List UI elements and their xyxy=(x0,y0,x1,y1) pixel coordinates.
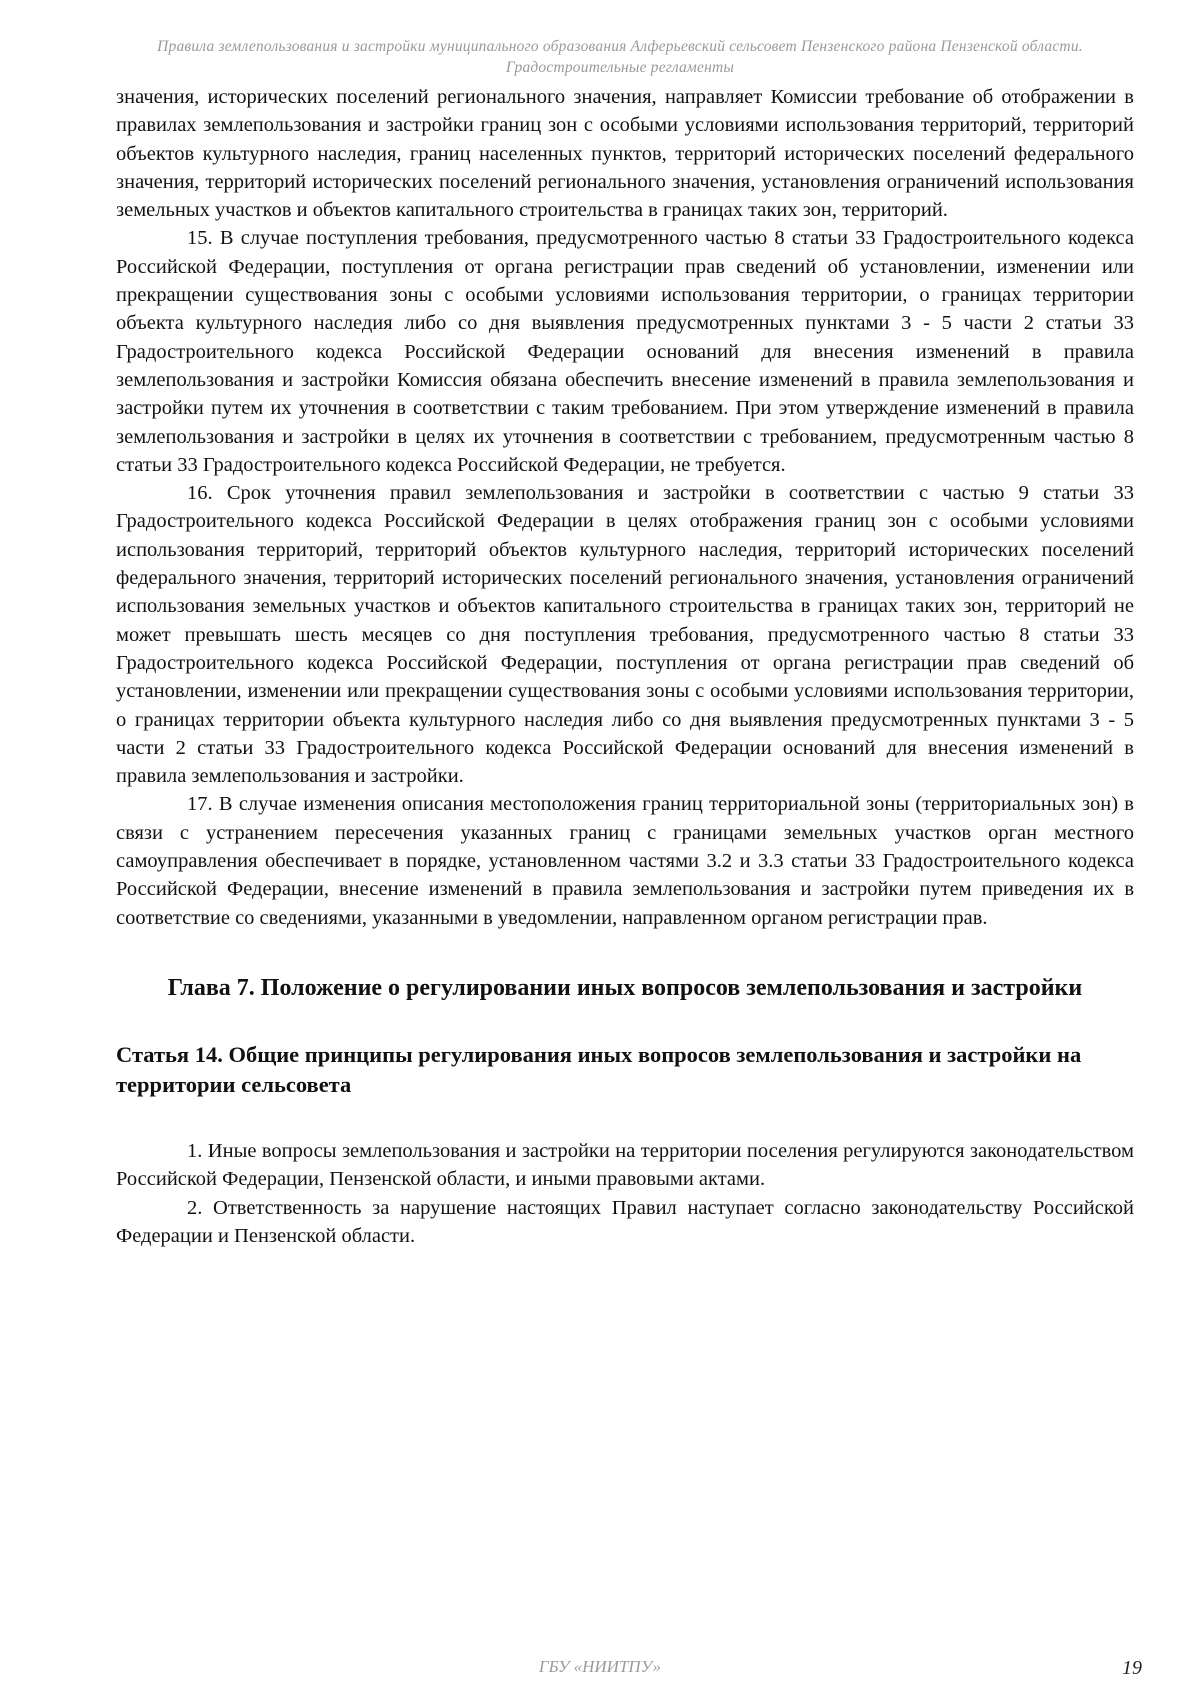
article-item-1: 1. Иные вопросы землепользования и застройки на территории поселения регулируются законодательством Российской Федерации, Пензенской области, и иными правовыми актами. xyxy=(116,1139,1134,1191)
article-item-2: 2. Ответственность за нарушение настоящих Правил наступает согласно законодательству Российской Федерации и Пензенской области. xyxy=(116,1196,1134,1247)
paragraph-15: 15. В случае поступления требования, предусмотренного частью 8 статьи 33 Градостроительного кодекса Российской Федерации, поступления от органа регистрации прав сведений об установлении, изменении или прекращении существования зоны с особыми условиями использования территории, о границах территории объекта культурного наследия либо со дня выявления предусмотренных пунктами 3 - 5 части 2 статьи 33 Градостроительного кодекса Российской Федерации оснований для внесения изменений в правила землепользования и застройки Комиссия обязана обеспечить внесение изменений в правила землепользования и застройки путем их уточнения в соответствии с таким требованием. При этом утверждение изменений в правила землепользования и застройки в целях их уточнения в соответствии с требованием, предусмотренным частью 8 статьи 33 Градостроительного кодекса Российской Федерации, не требуется. xyxy=(116,227,1134,476)
footer-organization: ГБУ «НИИТПУ» xyxy=(538,1657,662,1676)
paragraph-17: 17. В случае изменения описания местоположения границ территориальной зоны (территориальных зон) в связи с устранением пересечения указанных границ с границами земельных участков орган местного самоуправления обеспечивает в порядке, установленном частями 3.2 и 3.3 статьи 33 Градостроительного кодекса Российской Федерации, внесение изменений в правила землепользования и застройки путем приведения их в соответствие со сведениями, указанными в уведомлении, направленном органом регистрации прав. xyxy=(116,793,1134,929)
page-footer xyxy=(0,1657,1200,1681)
document-body xyxy=(116,83,1134,1250)
paragraph-continuation: значения, исторических поселений регионального значения, направляет Комиссии требование об отображении в правилах землепользования и застройки границ зон с особыми условиями использования территорий, территорий объектов культурного наследия, границ населенных пунктов, территорий исторических поселений федерального значения, территорий исторических поселений регионального значения, установления ограничений использования земельных участков и объектов капитального строительства в границах таких зон, территорий. xyxy=(116,86,1134,222)
paragraph-16: 16. Срок уточнения правил землепользования и застройки в соответствии с частью 9 статьи 33 Градостроительного кодекса Российской Федерации в целях отображения границ зон с особыми условиями использования территорий, территорий объектов культурного наследия, территорий исторических поселений федерального значения, территорий исторических поселений регионального значения, установления ограничений использования земельных участков и объектов капитального строительства в границах таких зон, территорий не может превышать шесть месяцев со дня поступления требования, предусмотренного частью 8 статьи 33 Градостроительного кодекса Российской Федерации, поступления от органа регистрации прав сведений об установлении, изменении или прекращении существования зоны с особыми условиями использования территории, о границах территории объекта культурного наследия либо со дня выявления предусмотренных пунктами 3 - 5 части 2 статьи 33 Градостроительного кодекса Российской Федерации оснований для внесения изменений в правила землепользования и застройки. xyxy=(116,482,1134,788)
chapter-title: Глава 7. Положение о регулировании иных вопросов землепользования и застройки xyxy=(167,974,1083,1001)
article-title: Статья 14. Общие принципы регулирования иных вопросов землепользования и застройки на территории сельсовета xyxy=(116,1041,1082,1097)
page-number: 19 xyxy=(1122,1657,1142,1679)
page-header: Правила землепользования и застройки муниципального образования Алферьевский сельсовет Пензенского района Пензенской области. Градостроительные регламенты xyxy=(157,38,1083,76)
article-body xyxy=(116,1137,1134,1250)
